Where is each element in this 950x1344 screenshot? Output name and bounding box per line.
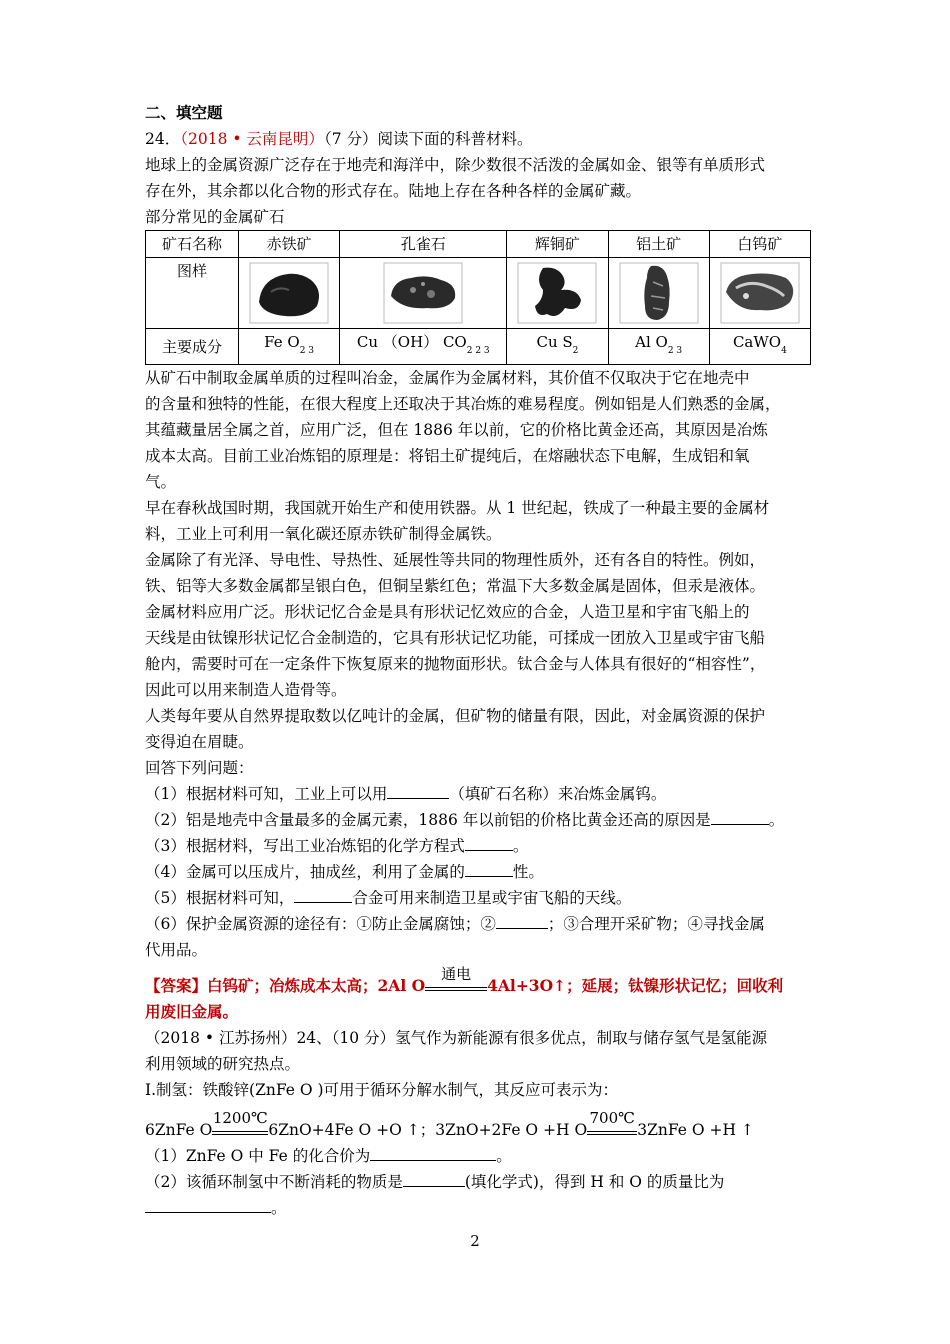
answer-blank[interactable]: [465, 836, 513, 851]
answer-line: [145, 965, 810, 999]
paragraph-line: 人类每年要从自然界提取数以亿吨计的金属，但矿物的储量有限，因此，对金属资源的保护: [145, 707, 766, 725]
paragraph-line: 的含量和独特的性能，在很大程度上还取决于其冶炼的难易程度。例如铝是人们熟悉的金属，: [145, 395, 781, 413]
formula-subscripts: 4: [781, 346, 787, 356]
ore-table: [145, 230, 811, 365]
scheelite-ore-image: [720, 262, 800, 324]
formula-subscripts: 2 3: [299, 346, 315, 356]
chalcocite-ore-image: [517, 262, 597, 324]
question-text: （2）该循环制氢中不断消耗的物质是: [145, 1173, 403, 1191]
ore-image-cell: [239, 258, 340, 329]
question-text: 。: [271, 1199, 287, 1217]
sub-question: [145, 1143, 810, 1169]
sub-question-1: [145, 781, 810, 807]
table-header-cell: 主要成分: [146, 329, 239, 365]
section-title: 二、填空题: [145, 103, 223, 122]
answer-text: 4Al+3O: [487, 976, 554, 995]
table-header-cell: 图样: [146, 258, 239, 329]
answer-tag: 【答案】: [145, 976, 208, 995]
answer-blank[interactable]: [496, 914, 548, 929]
paragraph-line: 从矿石中制取金属单质的过程叫冶金，金属作为金属材料，其价值不仅取决于它在地壳中: [145, 369, 750, 387]
question-text: （4）金属可以压成片，抽成丝，利用了金属的: [145, 863, 465, 881]
sub-question-cont: [145, 1195, 810, 1221]
sub-question-3: [145, 833, 810, 859]
question-text: （1）根据材料可知，工业上可以用: [145, 785, 388, 803]
ask-line: 回答下列问题：: [145, 759, 254, 777]
reaction-equation: [145, 1109, 810, 1143]
document-page: [145, 100, 810, 1221]
page-number: 2: [470, 1232, 480, 1250]
question-text: 。: [496, 1147, 512, 1165]
equation-text: 3ZnFe O +H ↑: [637, 1121, 754, 1139]
question-text: （5）根据材料可知，: [145, 889, 295, 907]
question-number: 24．: [145, 130, 181, 148]
table-cell: 白钨矿: [709, 231, 810, 258]
answer-blank[interactable]: [387, 784, 449, 799]
answer-blank[interactable]: [465, 862, 513, 877]
answer-blank[interactable]: [370, 1146, 496, 1161]
answer-text: ↑；延展；钛镍形状记忆；回收利: [553, 976, 784, 995]
condition-label: 700℃: [589, 1109, 635, 1127]
paragraph-line: 因此可以用来制造人造骨等。: [145, 681, 347, 699]
condition-label: 通电: [441, 965, 472, 983]
paragraph-line: 变得迫在眉睫。: [145, 733, 254, 751]
formula-cell: [340, 329, 507, 365]
table-row: [146, 231, 811, 258]
paragraph-line: 其蕴藏量居全属之首，应用广泛，但在 1886 年以前，它的价格比黄金还高，其原因是冶炼: [145, 421, 768, 439]
question-text: 合金可用来制造卫星或宇宙飞船的天线。: [352, 889, 632, 907]
ore-image-cell: [507, 258, 608, 329]
formula: Cu （OH） CO: [356, 333, 467, 351]
table-cell: 铝土矿: [608, 231, 709, 258]
question-intro: （7 分）阅读下面的科普材料。: [323, 130, 533, 148]
paragraph-line: 早在春秋战国时期，我国就开始生产和使用铁器。从 1 世纪起，铁成了一种最主要的金属材: [145, 499, 770, 517]
formula-subscripts: 2 3: [667, 346, 683, 356]
equation-text: 6ZnFe O: [145, 1121, 213, 1139]
question-source: （2018 • 云南昆明）: [180, 130, 324, 148]
paragraph-line: 地球上的金属资源广泛存在于地壳和海洋中，除少数很不活泼的金属如金、银等有单质形式: [145, 156, 766, 174]
answer-text: 白钨矿；冶炼成本太高；2Al O: [207, 976, 426, 995]
table-cell: 辉铜矿: [507, 231, 608, 258]
reaction-condition: [425, 965, 487, 991]
question-text: （3）根据材料，写出工业冶炼铝的化学方程式: [145, 837, 465, 855]
reaction-condition: [587, 1109, 637, 1135]
table-row: [146, 329, 811, 365]
table-caption: 部分常见的金属矿石: [145, 208, 285, 226]
sub-question-6: [145, 911, 810, 937]
malachite-ore-image: [383, 262, 463, 324]
bauxite-ore-image: [619, 262, 699, 324]
equation-text: 6ZnO+4Fe O +O ↑；3ZnO+2Fe O +H O: [268, 1121, 588, 1139]
answer-blank[interactable]: [294, 888, 352, 903]
ore-image-cell: [709, 258, 810, 329]
condition-label: 1200℃: [212, 1109, 268, 1127]
formula: CaWO: [732, 333, 782, 351]
question-text: （2）铝是地壳中含量最多的金属元素，1886 年以前铝的价格比黄金还高的原因是: [145, 811, 711, 829]
formula-cell: [608, 329, 709, 365]
question-text: (填化学式)，得到 H 和 O 的质量比为: [464, 1173, 725, 1191]
question-text: ；③合理开采矿物；④寻找金属: [547, 915, 765, 933]
formula-cell: [709, 329, 810, 365]
paragraph-line: 料，工业上可利用一氧化碳还原赤铁矿制得金属铁。: [145, 525, 502, 543]
ore-image-cell: [340, 258, 507, 329]
paragraph-line: 气。: [145, 473, 177, 491]
ore-image-cell: [608, 258, 709, 329]
answer-blank[interactable]: [403, 1172, 465, 1187]
paragraph-line: 成本太高。目前工业冶炼铝的原理是：将铝土矿提纯后，在熔融状态下电解，生成铝和氧: [145, 447, 750, 465]
sub-question-2: [145, 807, 810, 833]
sub-question-6-cont: 代用品。: [145, 941, 208, 959]
table-cell: 孔雀石: [340, 231, 507, 258]
question-text: 性。: [512, 863, 544, 881]
sub-question-4: [145, 859, 810, 885]
question-text: 。: [512, 837, 529, 855]
answer-blank[interactable]: [711, 810, 769, 825]
formula: Al O: [635, 333, 668, 351]
question-text: （6）保护金属资源的途径有：①防止金属腐蚀；②: [145, 915, 496, 933]
paragraph-line: 金属材料应用广泛。形状记忆合金是具有形状记忆效应的合金，人造卫星和宇宙飞船上的: [145, 603, 750, 621]
sub-question: [145, 1169, 810, 1195]
hematite-ore-image: [249, 262, 329, 324]
part-1-title: I.制氢：铁酸锌(ZnFe O )可用于循环分解水制气，其反应可表示为：: [145, 1081, 619, 1099]
formula-cell: [507, 329, 608, 365]
table-header-cell: 矿石名称: [146, 231, 239, 258]
answer-line: 用废旧金属。: [145, 1002, 239, 1021]
table-cell: 赤铁矿: [239, 231, 340, 258]
formula: Cu S: [536, 333, 573, 351]
table-row: [146, 258, 811, 329]
question-24b-header: （2018 • 江苏扬州）24、（10 分）氢气作为新能源有很多优点，制取与储存氢气是氢能源: [145, 1029, 768, 1047]
sub-question-5: [145, 885, 810, 911]
formula-subscripts: 2 2 3: [466, 346, 490, 356]
paragraph-line: 存在外，其余都以化合物的形式存在。陆地上存在各种各样的金属矿藏。: [145, 182, 642, 200]
paragraph-line: 天线是由钛镍形状记忆合金制造的，它具有形状记忆功能，可揉成一团放入卫星或宇宙飞船: [145, 629, 766, 647]
question-text: 。: [768, 811, 785, 829]
formula: Fe O: [264, 333, 300, 351]
question-text: （1）ZnFe O 中 Fe 的化合价为: [145, 1147, 371, 1165]
question-24-header: [145, 126, 810, 152]
paragraph-line: 铁、铝等大多数金属都呈银白色，但铜呈紫红色；常温下大多数金属是固体，但汞是液体。: [145, 577, 766, 595]
paragraph-line: 金属除了有光泽、导电性、导热性、延展性等共同的物理性质外，还有各自的特性。例如，: [145, 551, 766, 569]
formula-cell: [239, 329, 340, 365]
question-24b-header: 利用领域的研究热点。: [145, 1055, 301, 1073]
reaction-condition: [212, 1109, 268, 1135]
formula-subscripts: 2: [572, 346, 579, 356]
answer-blank[interactable]: [145, 1198, 271, 1213]
question-text: （填矿石名称）来冶炼金属钨。: [449, 785, 667, 803]
paragraph-line: 舱内，需要时可在一定条件下恢复原来的抛物面形状。钛合金与人体具有很好的“相容性”，: [145, 655, 766, 673]
